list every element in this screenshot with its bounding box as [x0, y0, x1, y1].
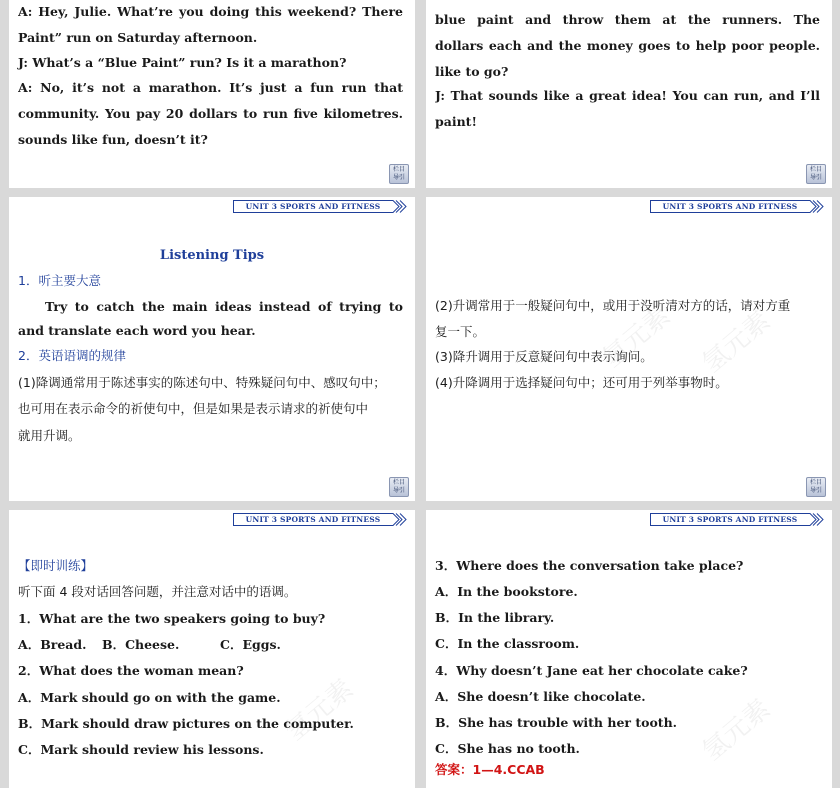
watermark: 氢元素: [280, 673, 360, 747]
exercise-intro: 听下面 4 段对话回答问题，并注意对话中的语调。: [18, 584, 297, 599]
dialogue-line: paint!: [435, 114, 477, 129]
option-a: A．Mark should go on with the game.: [18, 690, 281, 705]
nav-guide-button[interactable]: 栏目 导引: [806, 164, 826, 184]
nav-guide-button[interactable]: 栏目 导引: [389, 164, 409, 184]
option-a: A．In the bookstore.: [435, 584, 578, 599]
option-b: B．Cheese.: [102, 637, 180, 652]
dialogue-line: like to go?: [435, 64, 509, 79]
slide-listening-tips: [9, 197, 415, 501]
watermark: 氢元素: [697, 693, 777, 767]
exercise-heading: 【即时训练】: [18, 558, 94, 573]
nav-guide-button[interactable]: 栏目 导引: [806, 477, 826, 497]
question-text: 4．Why doesn’t Jane eat her chocolate cake?: [435, 663, 748, 678]
dialogue-line: dollars each and the money goes to help poor people.: [435, 38, 820, 53]
banner-text: UNIT 3 SPORTS AND FITNESS: [245, 515, 381, 524]
option-b: B．In the library.: [435, 610, 555, 625]
banner-text: UNIT 3 SPORTS AND FITNESS: [245, 202, 381, 211]
slide-exercise-part2: [426, 510, 832, 788]
dialogue-line: A: Hey, Julie. What’re you doing this weekend? There: [18, 4, 403, 19]
section-title: Listening Tips: [159, 248, 265, 263]
unit-banner: [233, 200, 409, 213]
question-text: 2．What does the woman mean?: [18, 663, 244, 678]
unit-banner: [650, 513, 826, 526]
tip-heading: 2．英语语调的规律: [18, 348, 126, 363]
rule-text: (2)升调常用于一般疑问句中，或用于没听清对方的话，请对方重: [435, 298, 791, 313]
option-c: C．Mark should review his lessons.: [18, 742, 264, 757]
dialogue-line: sounds like fun, doesn’t it?: [18, 132, 208, 147]
slide-dialogue-part1: [9, 0, 415, 188]
rule-text: (4)升降调用于选择疑问句中；还可用于列举事物时。: [435, 375, 728, 390]
dialogue-line: Paint” run on Saturday afternoon.: [18, 30, 258, 45]
slide-dialogue-part2: [426, 0, 832, 188]
option-b: B．Mark should draw pictures on the computer.: [18, 716, 354, 731]
dialogue-line: J: That sounds like a great idea! You can run, and I’ll: [435, 88, 820, 103]
unit-banner: [650, 200, 826, 213]
slide-exercise-part1: [9, 510, 415, 788]
dialogue-line: blue paint and throw them at the runners. The: [435, 12, 820, 27]
option-c: C．She has no tooth.: [435, 741, 580, 756]
dialogue-line: community. You pay 20 dollars to run five kilometres.: [18, 106, 403, 121]
tip-text: and translate each word you hear.: [18, 323, 256, 338]
option-a: A．Bread.: [18, 637, 87, 652]
unit-banner: [233, 513, 409, 526]
watermark: 氢元素: [597, 300, 677, 374]
banner-text: UNIT 3 SPORTS AND FITNESS: [662, 515, 798, 524]
tip-heading: 1．听主要大意: [18, 273, 101, 288]
dialogue-line: J: What’s a “Blue Paint” run? Is it a marathon?: [18, 55, 347, 70]
slide-intonation-rules: [426, 197, 832, 501]
question-text: 1．What are the two speakers going to buy?: [18, 611, 326, 626]
tip-text: 也可用在表示命令的祈使句中，但是如果是表示请求的祈使句中: [18, 401, 369, 416]
option-a: A．She doesn’t like chocolate.: [435, 689, 646, 704]
tip-text: (1)降调通常用于陈述事实的陈述句中、特殊疑问句中、感叹句中；: [18, 375, 386, 390]
answer-key: 答案：1—4.CCAB: [435, 762, 545, 777]
dialogue-line: A: No, it’s not a marathon. It’s just a fun run that: [18, 80, 403, 95]
option-b: B．She has trouble with her tooth.: [435, 715, 678, 730]
tip-text: Try to catch the main ideas instead of trying to: [45, 299, 403, 314]
watermark: 氢元素: [697, 305, 777, 379]
tip-text: 就用升调。: [18, 428, 81, 443]
option-c: C．In the classroom.: [435, 636, 580, 651]
question-text: 3．Where does the conversation take place?: [435, 558, 744, 573]
banner-text: UNIT 3 SPORTS AND FITNESS: [662, 202, 798, 211]
nav-guide-button[interactable]: 栏目 导引: [389, 477, 409, 497]
rule-text: 复一下。: [435, 324, 486, 339]
option-c: C．Eggs.: [220, 637, 281, 652]
rule-text: (3)降升调用于反意疑问句中表示询问。: [435, 349, 653, 364]
